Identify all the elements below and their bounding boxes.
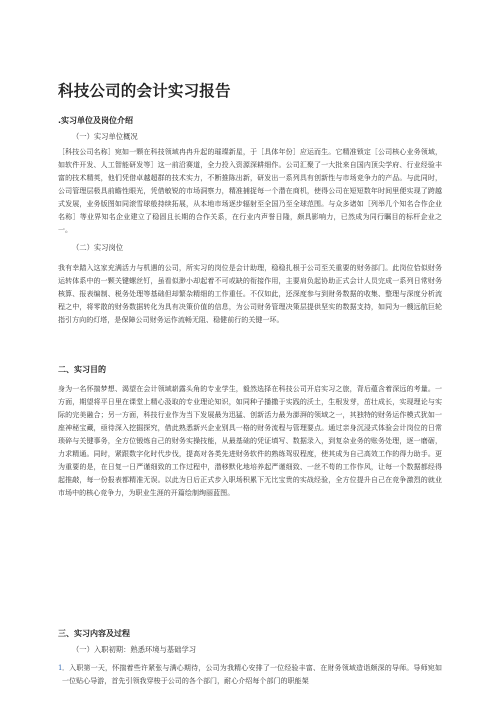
- section-2-heading: 二、实习目的: [58, 365, 106, 374]
- subsection-1-1-heading: （一）实习单位概况: [72, 132, 138, 141]
- subsection-3-1-heading: （一）入职初期：熟悉环境与基础学习: [72, 645, 197, 654]
- list-item-number: 1: [58, 664, 63, 672]
- paragraph-internship-purpose: 身为一名怀揣梦想、渴望在会计领域崭露头角的专业学生，毅然选择在科技公司开启实习之旅，背后蕴含着深远的考量。一方面，期望将平日里在课堂上精心汲取的专业理论知识，如同种子播撒于实践的沃土，生根发芽，茁壮成长，实现理论与实际的完美融合；另一方面，科技行业作为当下发展最为迅猛、创新活力最为澎湃的领域之一，其独特的财务运作模式犹如一座神秘宝藏，亟待深入挖掘探究，借此熟悉新兴企业别具一格的财务流程与管理要点。通过亲身沉浸式体验会计岗位的日常琐碎与关键事务，全方位锻炼自己的财务实操技能，从最基础的凭证填写、数据录入，到复杂业务的账务处理，逐一磨砺，力求精通。同时，紧跟数字化时代步伐，提高对各类先进财务软件的熟练驾驭程度，使其成为自己高效工作的得力助手。更为重要的是，在日复一日严谨细致的工作过程中，潜移默化地培养起严谨细致、一丝不苟的工作作风，让每一个数据都经得起推敲，每一份报表都精准无误。以此为日后正式步入职场积累下无比宝贵的实战经验，全方位提升自己在竞争激烈的就业市场中的核心竞争力，为职业生涯的开篇绘制绚丽蓝图。: [58, 385, 442, 497]
- paragraph-internship-position: 我有幸踏入这家充满活力与机遇的公司，所实习的岗位是会计助理，稳稳扎根于公司至关重要的财务部门。此岗位恰似财务运转体系中的一颗关键螺丝钉，虽看似渺小却起着不可或缺的衔接作用，主要肩负起协助正式会计人员完成一系列日常财务核算、报表编制、税务处理等基础但却繁杂精细的工作重任。不仅如此，还深度参与到财务数据的收集、整理与深度分析流程之中，将零散的财务数据转化为具有决策价值的信息，为公司财务管理决策层提供坚实的数据支持，如同为一艘远航巨轮指引方向的灯塔，是保障公司财务运作流畅无阻、稳健前行的关键一环。: [58, 264, 442, 324]
- section-1-heading: .实习单位及岗位介绍: [58, 116, 134, 125]
- section-3-heading: 三、实习内容及过程: [58, 629, 130, 638]
- paragraph-company-overview: ［科技公司名称］宛如一颗在科技领域冉冉升起的璀璨新星，于［具体年份］应运而生。它精准锁定［公司核心业务领域，如软件开发、人工智能研发等］这一前沿赛道，全力投入资源深耕细作。公司汇聚了一大批来自国内顶尖学府、行业经验丰富的技术精英，他们凭借卓越超群的技术实力，不断推陈出新，研发出一系列具有创新性与市场竞争力的产品。与此同时，公司管理层极具前瞻性眼光，凭借敏锐的市场洞察力，精准捕捉每一个潜在商机，使得公司在短短数年时间里便实现了跨越式发展，业务版图如同滚雪球般持续拓展，从本地市场逐步辐射至全国乃至全球范围。与众多诸如［列举几个知名合作企业名称］等业界知名企业建立了稳固且长期的合作关系，在行业内声誉日隆，颇具影响力，已然成为同行瞩目的标杆企业之一。: [58, 148, 442, 234]
- list-item-text: ．入职第一天，怀揣着些许紧张与满心期待，公司为我精心安排了一位经验丰富、在财务领域造诣颇深的导师。导师宛如一位贴心导游，首先引领我穿梭于公司的各个部门，耐心介绍每个部门的职能架: [62, 664, 442, 685]
- report-title: 科技公司的会计实习报告: [58, 82, 231, 100]
- subsection-1-2-heading: （二）实习岗位: [72, 243, 124, 252]
